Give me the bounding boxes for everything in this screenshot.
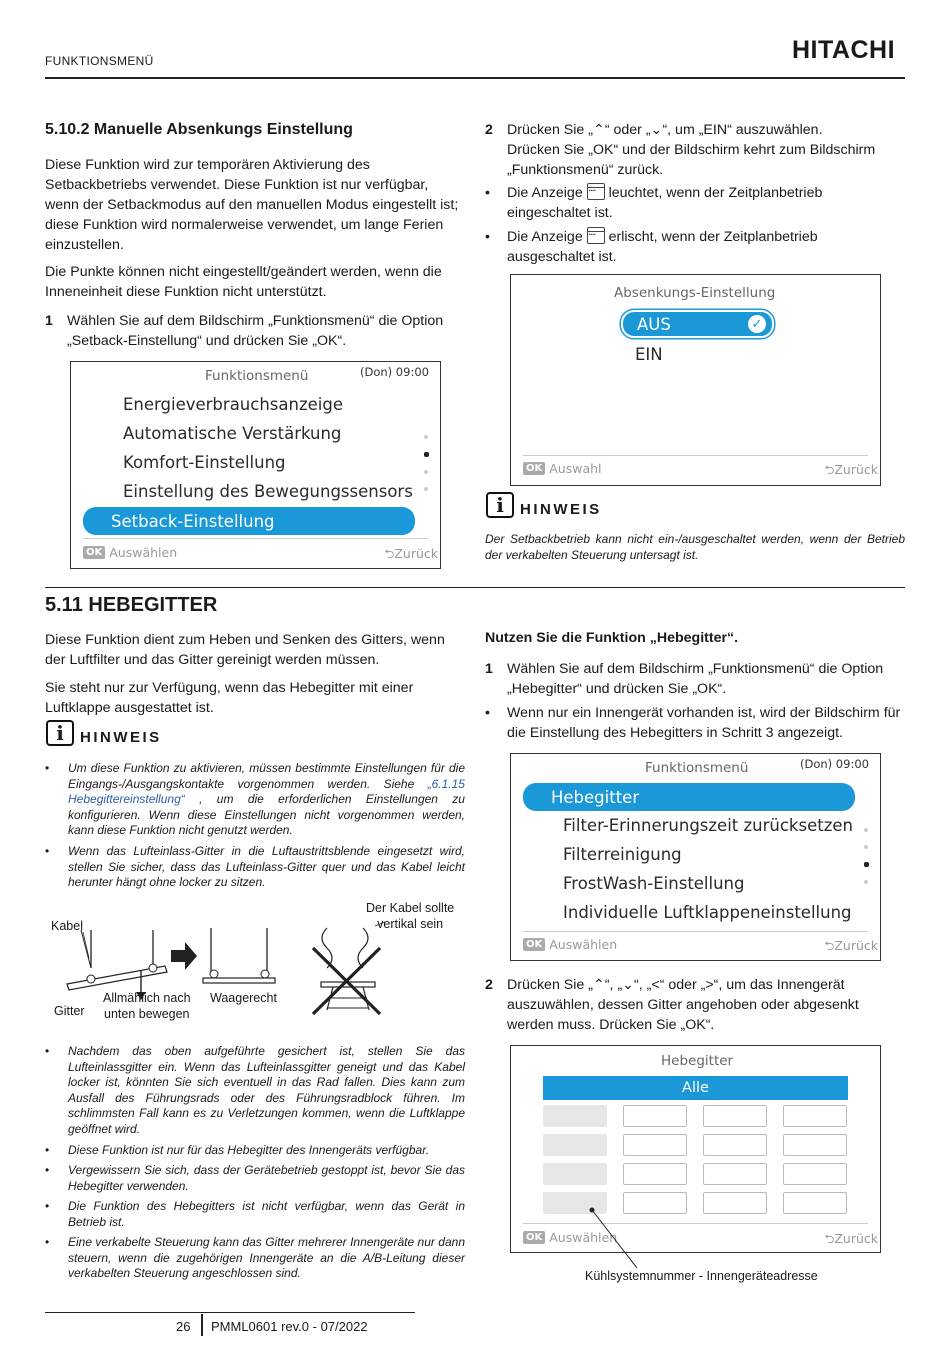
menu-item[interactable]: Komfort-Einstellung	[123, 453, 286, 472]
unit-cell[interactable]	[623, 1134, 687, 1156]
header-section-label: FUNKTIONSMENÜ	[45, 54, 154, 68]
step-text-line2: Drücken Sie „OK“ und der Bildschirm kehrt zum Bildschirm „Funktionsmenü“ zurück.	[507, 142, 876, 178]
footer-rule	[45, 1312, 415, 1313]
ok-select-hint[interactable]	[523, 937, 617, 952]
note-text: Nachdem das oben aufgeführte gesichert ist, stellen Sie das Lufteinlassgitter ein. Wenn das Lufteinlassgitter geneigt und das Kabel locker ist, könnten Sie sich eventuell in das Rad fallen. Dies kann zum Ausfall des Führungsrads oder des Führungsradblock führen. Im schlimmsten Fall kann es zu Verletzungen kommen, wenn die Luftklappe geöffnet wird.	[68, 1044, 465, 1136]
ok-badge: OK	[523, 1231, 545, 1244]
bullet-mark: •	[45, 1163, 50, 1177]
back-hint[interactable]: ⮌Zurück	[384, 546, 438, 561]
note-bullet	[45, 1163, 465, 1194]
scroll-indicator	[863, 828, 869, 897]
bullet-mark: •	[45, 1143, 50, 1157]
ok-badge: OK	[523, 938, 545, 951]
ok-label: Auswahl	[549, 461, 602, 476]
screen-function-menu-2	[510, 753, 881, 961]
screen-time: (Don) 09:00	[360, 365, 429, 379]
calendar-icon	[587, 183, 605, 200]
label-gitter: Gitter	[54, 1004, 85, 1018]
hinweis-header	[46, 720, 162, 746]
bullet-text: Die Anzeige	[507, 229, 583, 245]
bullet-text: leuchtet, wenn der Zeitplanbetrieb eingeschaltet ist.	[507, 185, 823, 221]
step-2-setback	[485, 120, 905, 180]
step-text-line1: Drücken Sie „⌃“ oder „⌄“, um „EIN“ auszuwählen.	[507, 122, 823, 138]
screen-footer-rule	[83, 538, 428, 539]
unit-cell[interactable]	[623, 1163, 687, 1185]
note-setback: Der Setbackbetrieb kann nicht ein-/ausgeschaltet werden, wenn der Betrieb der verkabelten Steuerung untersagt ist.	[485, 532, 905, 562]
step-1-setback	[45, 311, 465, 351]
paragraph-hebegitter-availability: Sie steht nur zur Verfügung, wenn das Hebegitter mit einer Luftklappe ausgestattet ist.	[45, 680, 414, 716]
bullet-mark: •	[485, 705, 490, 721]
screen-footer-rule	[523, 1223, 868, 1224]
note-bullet	[45, 1044, 465, 1137]
step-text: Drücken Sie „⌃“, „⌄“, „<“ oder „>“, um das Innengerät auszuwählen, dessen Gitter angehoben oder abgesenkt werden muss. Drücken Sie „OK“.	[507, 977, 859, 1033]
unit-cell[interactable]	[783, 1192, 847, 1214]
caption-unit-address: Kühlsystemnummer - Innengeräteadresse	[585, 1269, 818, 1283]
paragraph-setback-support: Die Punkte können nicht eingestellt/geändert werden, wenn die Inneneinheit diese Funktion nicht unterstützt.	[45, 264, 442, 300]
label-kabel: Kabel	[51, 919, 83, 933]
note-bullet	[45, 1143, 465, 1159]
info-icon: i	[486, 492, 514, 518]
brand-logo: HITACHI	[792, 36, 896, 64]
note-text: , um die erforderlichen Einstellungen zu konfigurieren. Wenn diese Einstellungen nicht vorgenommen werden, kann diese Funktion nicht genutzt werden.	[68, 792, 465, 837]
menu-item[interactable]: Energieverbrauchsanzeige	[123, 395, 343, 414]
menu-item[interactable]: Automatische Verstärkung	[123, 424, 342, 443]
check-icon: ✓	[748, 315, 766, 333]
heading-5-11: 5.11 HEBEGITTER	[45, 594, 218, 616]
screen-title: Absenkungs-Einstellung	[614, 285, 776, 301]
scroll-indicator	[423, 435, 429, 504]
unit-cell-label	[543, 1134, 607, 1156]
label-allmaehlich: Allmählich nach unten bewegen	[103, 991, 191, 1021]
unit-cell[interactable]	[703, 1163, 767, 1185]
bullet-mark: •	[45, 1235, 50, 1249]
bullet-mark: •	[485, 229, 490, 245]
note-text: Vergewissern Sie sich, dass der Gerätebetrieb gestoppt ist, bevor Sie das Hebegitter verwenden.	[68, 1163, 465, 1193]
screen-title: Hebegitter	[661, 1053, 734, 1069]
ok-badge: OK	[523, 462, 545, 475]
label-vertikal: Der Kabel sollte vertikal sein	[366, 901, 455, 931]
bullet-text: Die Anzeige	[507, 185, 583, 201]
option-ein[interactable]: EIN	[635, 345, 663, 364]
header-rule	[45, 77, 905, 79]
unit-all-selected[interactable]: Alle	[543, 1076, 848, 1100]
paragraph-hebegitter-intro: Diese Funktion dient zum Heben und Senken des Gitters, wenn der Luftfilter und das Gitter gereinigt werden müssen.	[45, 632, 445, 668]
menu-item[interactable]: Einstellung des Bewegungssensors	[123, 482, 413, 501]
bullet-text: erlischt, wenn der Zeitplanbetrieb ausgeschaltet ist.	[507, 229, 818, 265]
hinweis-header	[486, 492, 602, 518]
note-text: Die Funktion des Hebegitters ist nicht verfügbar, wenn das Gerät in Betrieb ist.	[68, 1199, 465, 1229]
bullet-mark: •	[45, 844, 50, 858]
unit-cell[interactable]	[703, 1134, 767, 1156]
screen-function-menu-1	[70, 361, 441, 569]
document-code: PMML0601 rev.0 - 07/2022	[211, 1319, 368, 1334]
hinweis-label: HINWEIS	[520, 501, 602, 518]
menu-item[interactable]: Filterreinigung	[563, 845, 682, 864]
heading-nutzen-hebegitter: Nutzen Sie die Funktion „Hebegitter“.	[485, 630, 739, 646]
screen-footer-rule	[523, 931, 868, 932]
bullet-mark: •	[45, 1044, 50, 1058]
selected-label: AUS	[637, 314, 671, 334]
selected-label: Hebegitter	[551, 787, 640, 807]
unit-cell[interactable]	[783, 1163, 847, 1185]
hinweis-label: HINWEIS	[80, 729, 162, 746]
note-bullet	[45, 1199, 465, 1230]
section-divider	[45, 587, 905, 588]
heading-5-10-2: 5.10.2 Manuelle Absenkungs Einstellung	[45, 121, 353, 138]
screen-title: Funktionsmenü	[205, 368, 309, 384]
step-number: 1	[485, 661, 493, 677]
ok-label: Auswählen	[549, 937, 618, 952]
unit-cell-label	[543, 1163, 607, 1185]
paragraph-setback-intro: Diese Funktion wird zur temporären Aktivierung des Setbackbetriebs verwendet. Diese Funktion ist nur verfügbar, wenn der Setbackmodus auf den manuellen Modus eingestellt ist; diese Funktion wird normalerweise verwendet, um lange Ferien einzustellen.	[45, 157, 459, 253]
calendar-icon	[587, 227, 605, 244]
menu-item-selected[interactable]	[83, 507, 415, 535]
footer-separator	[201, 1314, 203, 1336]
note-bullet	[45, 761, 465, 839]
bullet-mark: •	[45, 1199, 50, 1213]
option-selected-aus[interactable]	[621, 310, 774, 338]
note-text: Diese Funktion ist nur für das Hebegitter des Innengeräts verfügbar.	[68, 1143, 430, 1157]
unit-cell[interactable]	[703, 1105, 767, 1127]
ok-label: Auswählen	[109, 545, 178, 560]
note-bullet	[45, 844, 465, 891]
screen-setback-setting	[510, 274, 881, 486]
selected-label: Setback-Einstellung	[111, 511, 275, 531]
bullet-one-unit	[485, 703, 905, 743]
step-number: 2	[485, 122, 493, 138]
step-2-hebegitter	[485, 975, 905, 1035]
unit-cell-label	[543, 1105, 607, 1127]
unit-cell[interactable]	[783, 1105, 847, 1127]
page-number: 26	[176, 1319, 191, 1334]
link-hebegittereinstellung[interactable]: „6.1.15 Hebegittereinstellung“	[68, 776, 465, 806]
menu-item-selected[interactable]	[523, 783, 855, 811]
step-text: Wählen Sie auf dem Bildschirm „Funktionsmenü“ die Option „Setback-Einstellung“ und drücken Sie „OK“.	[67, 313, 444, 349]
step-number: 1	[45, 313, 53, 329]
info-icon: i	[46, 720, 74, 746]
label-waagerecht: Waagerecht	[210, 991, 277, 1005]
menu-item[interactable]: FrostWash-Einstellung	[563, 874, 745, 893]
step-1-hebegitter	[485, 659, 905, 699]
bullet-text: Wenn nur ein Innengerät vorhanden ist, wird der Bildschirm für die Einstellung des Hebegitters in Schritt 3 angezeigt.	[507, 705, 901, 741]
step-number: 2	[485, 977, 493, 993]
step-text: Wählen Sie auf dem Bildschirm „Funktionsmenü“ die Option „Hebegitter“ und drücken Sie „OK“.	[507, 661, 884, 697]
bullet-mark: •	[485, 185, 490, 201]
unit-cell[interactable]	[783, 1134, 847, 1156]
bullet-schedule-off	[485, 227, 905, 267]
ok-label: Auswählen	[549, 1230, 618, 1245]
back-hint[interactable]: ⮌Zurück	[824, 1231, 878, 1246]
screen-time: (Don) 09:00	[800, 757, 869, 771]
unit-cell[interactable]	[623, 1105, 687, 1127]
screen-footer-rule	[523, 455, 868, 456]
back-hint[interactable]: ⮌Zurück	[824, 938, 878, 953]
screen-hebegitter-select	[510, 1045, 881, 1253]
caption-leader-line	[585, 1205, 645, 1271]
back-hint[interactable]: ⮌Zurück	[824, 462, 878, 477]
screen-title: Funktionsmenü	[645, 760, 749, 776]
menu-item[interactable]: Filter-Erinnerungszeit zurücksetzen	[563, 816, 853, 835]
ok-select-hint[interactable]	[523, 461, 602, 476]
note-bullet	[45, 1235, 465, 1282]
unit-cell[interactable]	[703, 1192, 767, 1214]
ok-select-hint[interactable]	[83, 545, 177, 560]
note-text: Eine verkabelte Steuerung kann das Gitter mehrerer Innengeräte nur dann steuern, wenn die zugehörigen Innengeräte an die A/B-Leitung dieser verkabelten Steuerung angeschlossen sind.	[68, 1235, 465, 1280]
note-text: Wenn das Lufteinlass-Gitter in die Luftaustrittsblende eingesetzt wird, stellen Sie sicher, dass das Lufteinlass-Gitter quer und das Kabel leicht herunter hängt ohne locker zu sitzen.	[68, 844, 465, 889]
ok-badge: OK	[83, 546, 105, 559]
bullet-mark: •	[45, 761, 50, 775]
menu-item[interactable]: Individuelle Luftklappeneinstellung	[563, 903, 852, 922]
bullet-schedule-on	[485, 183, 905, 223]
hebegitter-diagram	[45, 898, 470, 1026]
note-text: Um diese Funktion zu aktivieren, müssen bestimmte Einstellungen für die Eingangs-/Ausgangskontakte vorgenommen werden. Siehe	[68, 761, 465, 791]
